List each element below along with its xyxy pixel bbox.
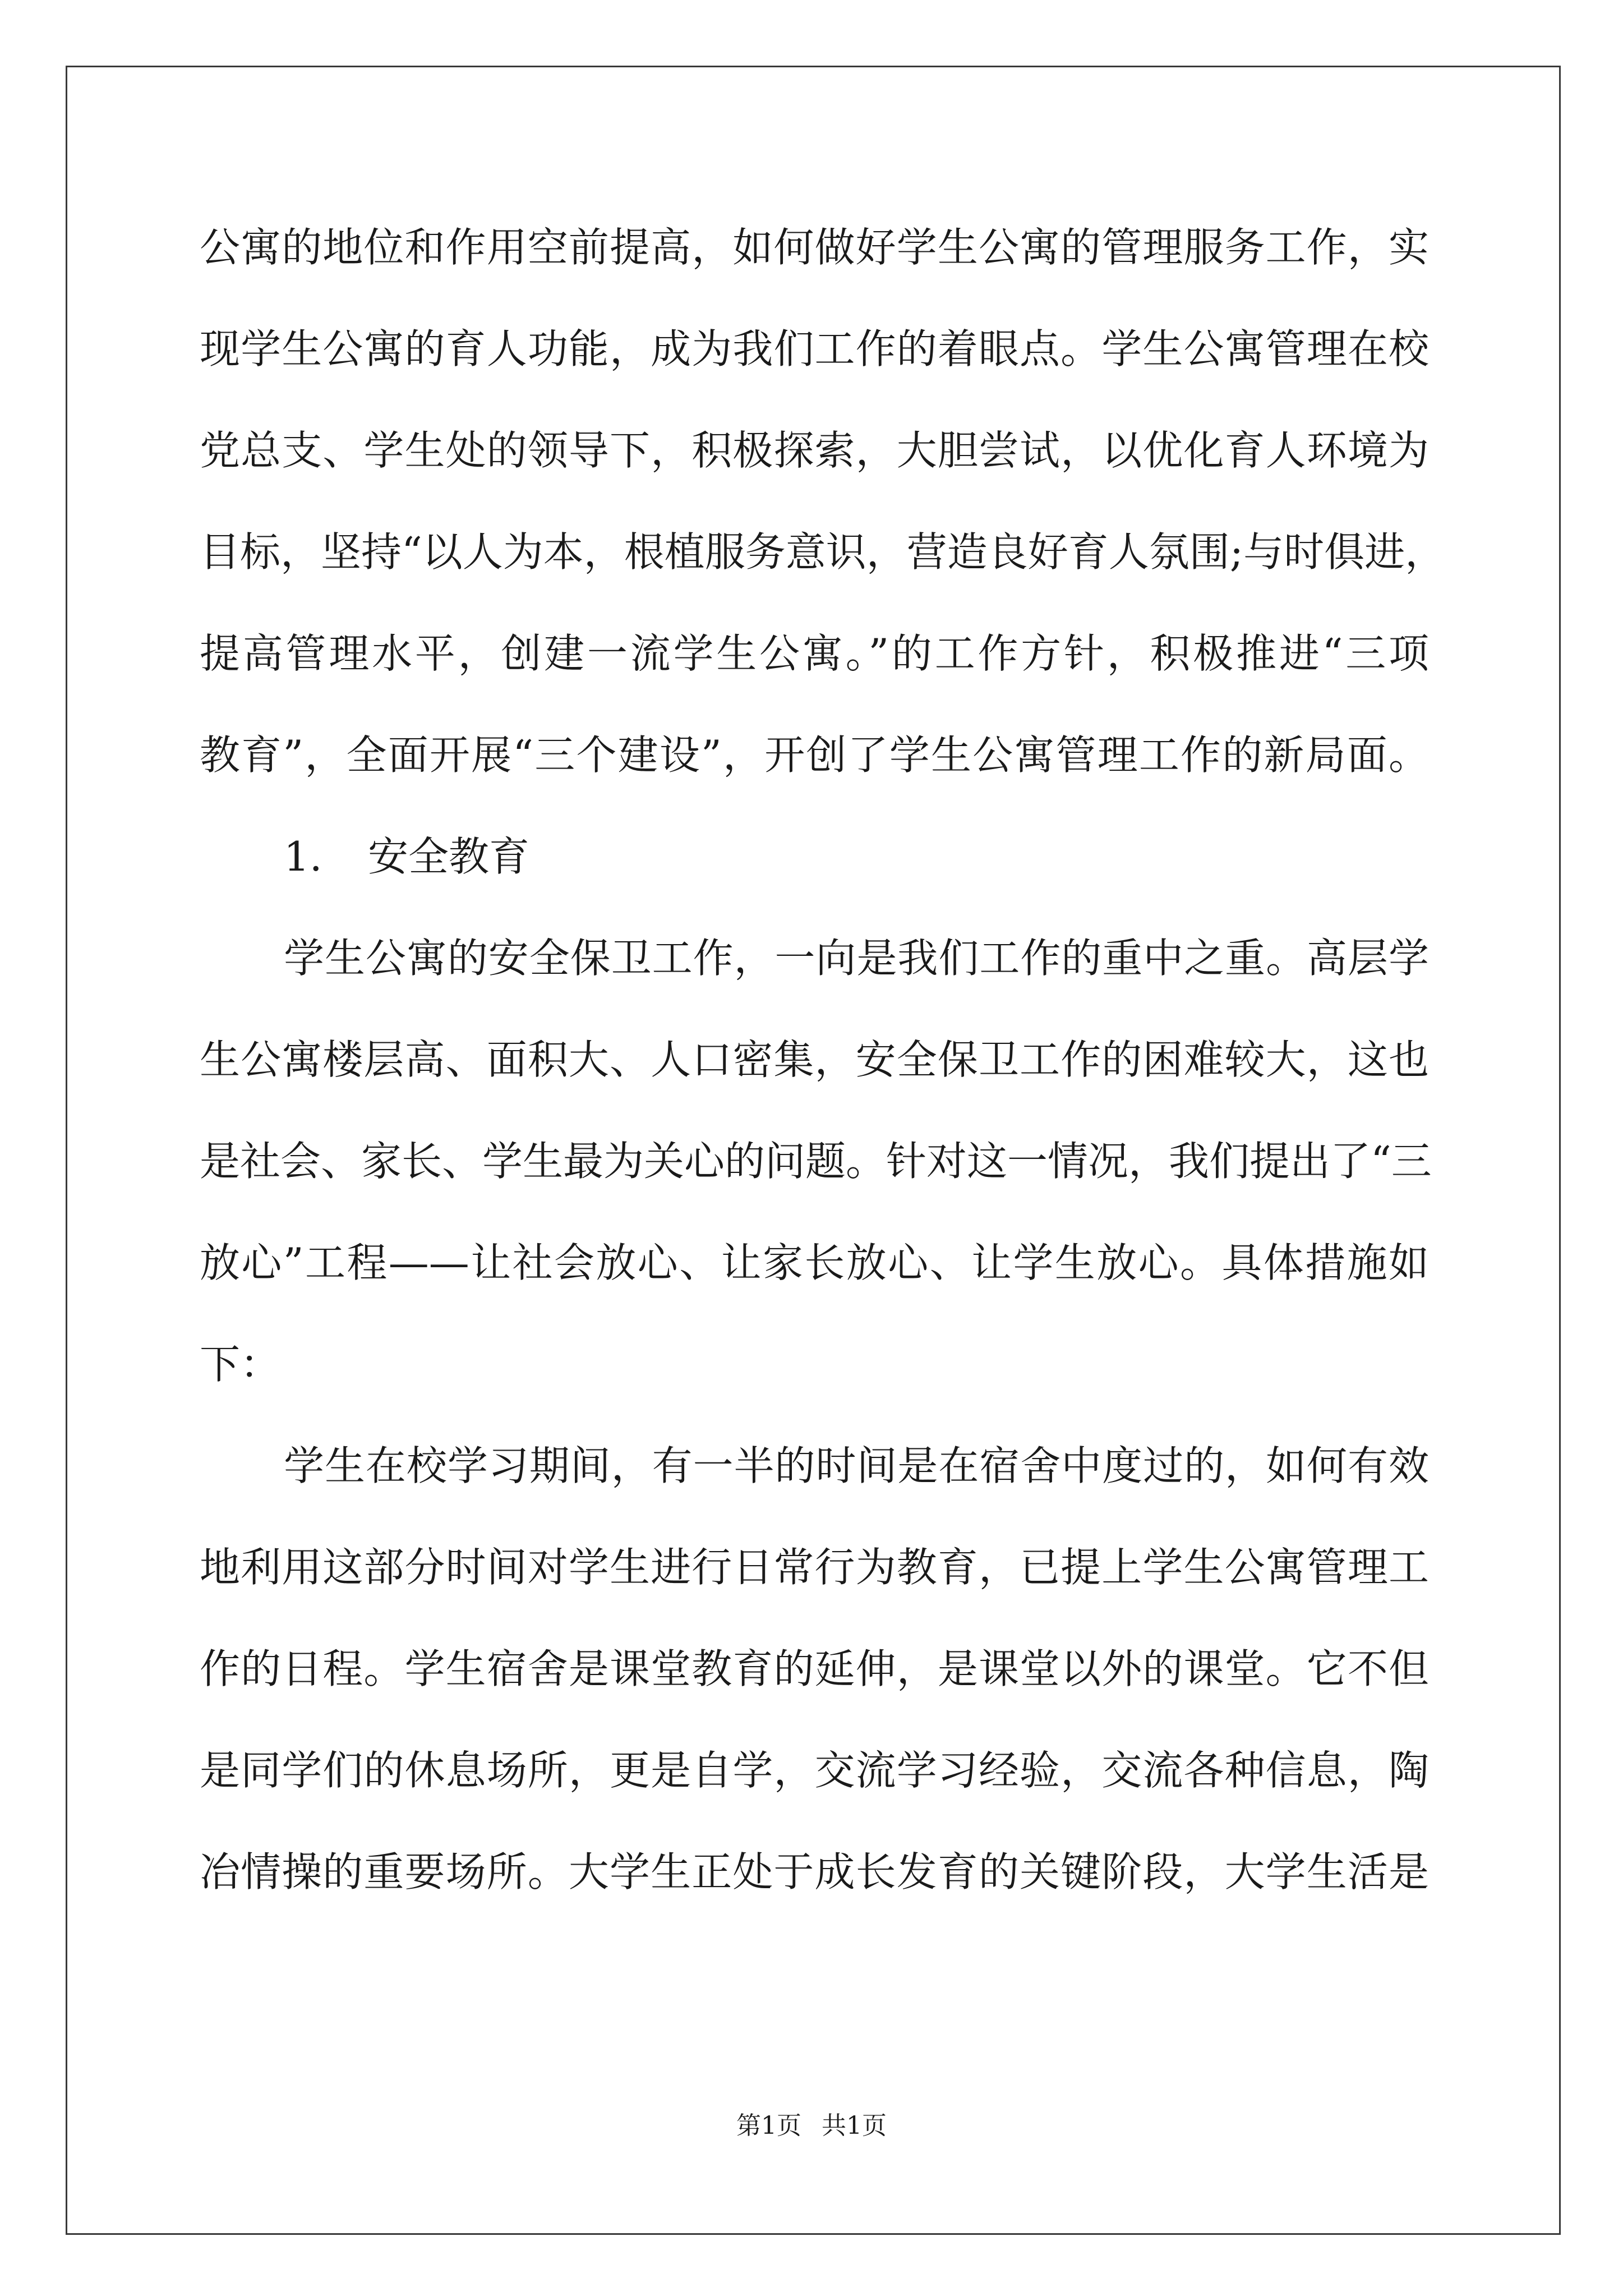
text-line: 生公寓楼层高、面积大、人口密集，安全保卫工作的困难较大，这也 [200, 1036, 1429, 1083]
text-line: 下： [200, 1341, 281, 1388]
text-line: 冶情操的重要场所。大学生正处于成长发育的关键阶段，大学生活是 [200, 1848, 1429, 1895]
text-line: 学生在校学习期间，有一半的时间是在宿舍中度过的，如何有效 [284, 1442, 1429, 1489]
section-number: 1. [284, 833, 322, 880]
text-line: 目标，坚持“以人为本，根植服务意识，营造良好育人氛围;与时俱进， [200, 528, 1446, 576]
text-line: 作的日程。学生宿舍是课堂教育的延伸，是课堂以外的课堂。它不但 [200, 1645, 1429, 1692]
page-total: 共1页 [822, 2111, 887, 2140]
page-footer [0, 2105, 1623, 2141]
section-title: 安全教育 [368, 833, 530, 880]
text-line: 是社会、家长、学生最为关心的问题。针对这一情况，我们提出了“三 [200, 1138, 1432, 1185]
page-number: 第1页 [736, 2111, 801, 2140]
text-line: 党总支、学生处的领导下，积极探索，大胆尝试，以优化育人环境为 [200, 427, 1429, 474]
section-heading [284, 833, 530, 880]
text-line: 学生公寓的安全保卫工作，一向是我们工作的重中之重。高层学 [284, 935, 1429, 982]
text-line: 地利用这部分时间对学生进行日常行为教育，已提上学生公寓管理工 [200, 1544, 1429, 1591]
text-line: 现学生公寓的育人功能，成为我们工作的着眼点。学生公寓管理在校 [200, 325, 1429, 372]
text-line: 是同学们的休息场所，更是自学，交流学习经验，交流各种信息，陶 [200, 1747, 1429, 1794]
text-line: 放心”工程——让社会放心、让家长放心、让学生放心。具体措施如 [200, 1239, 1429, 1286]
text-line: 公寓的地位和作用空前提高，如何做好学生公寓的管理服务工作，实 [200, 224, 1429, 271]
text-line: 提高管理水平，创建一流学生公寓。”的工作方针，积极推进“三项 [200, 630, 1429, 677]
text-line: 教育”，全面开展“三个建设”，开创了学生公寓管理工作的新局面。 [200, 731, 1429, 779]
